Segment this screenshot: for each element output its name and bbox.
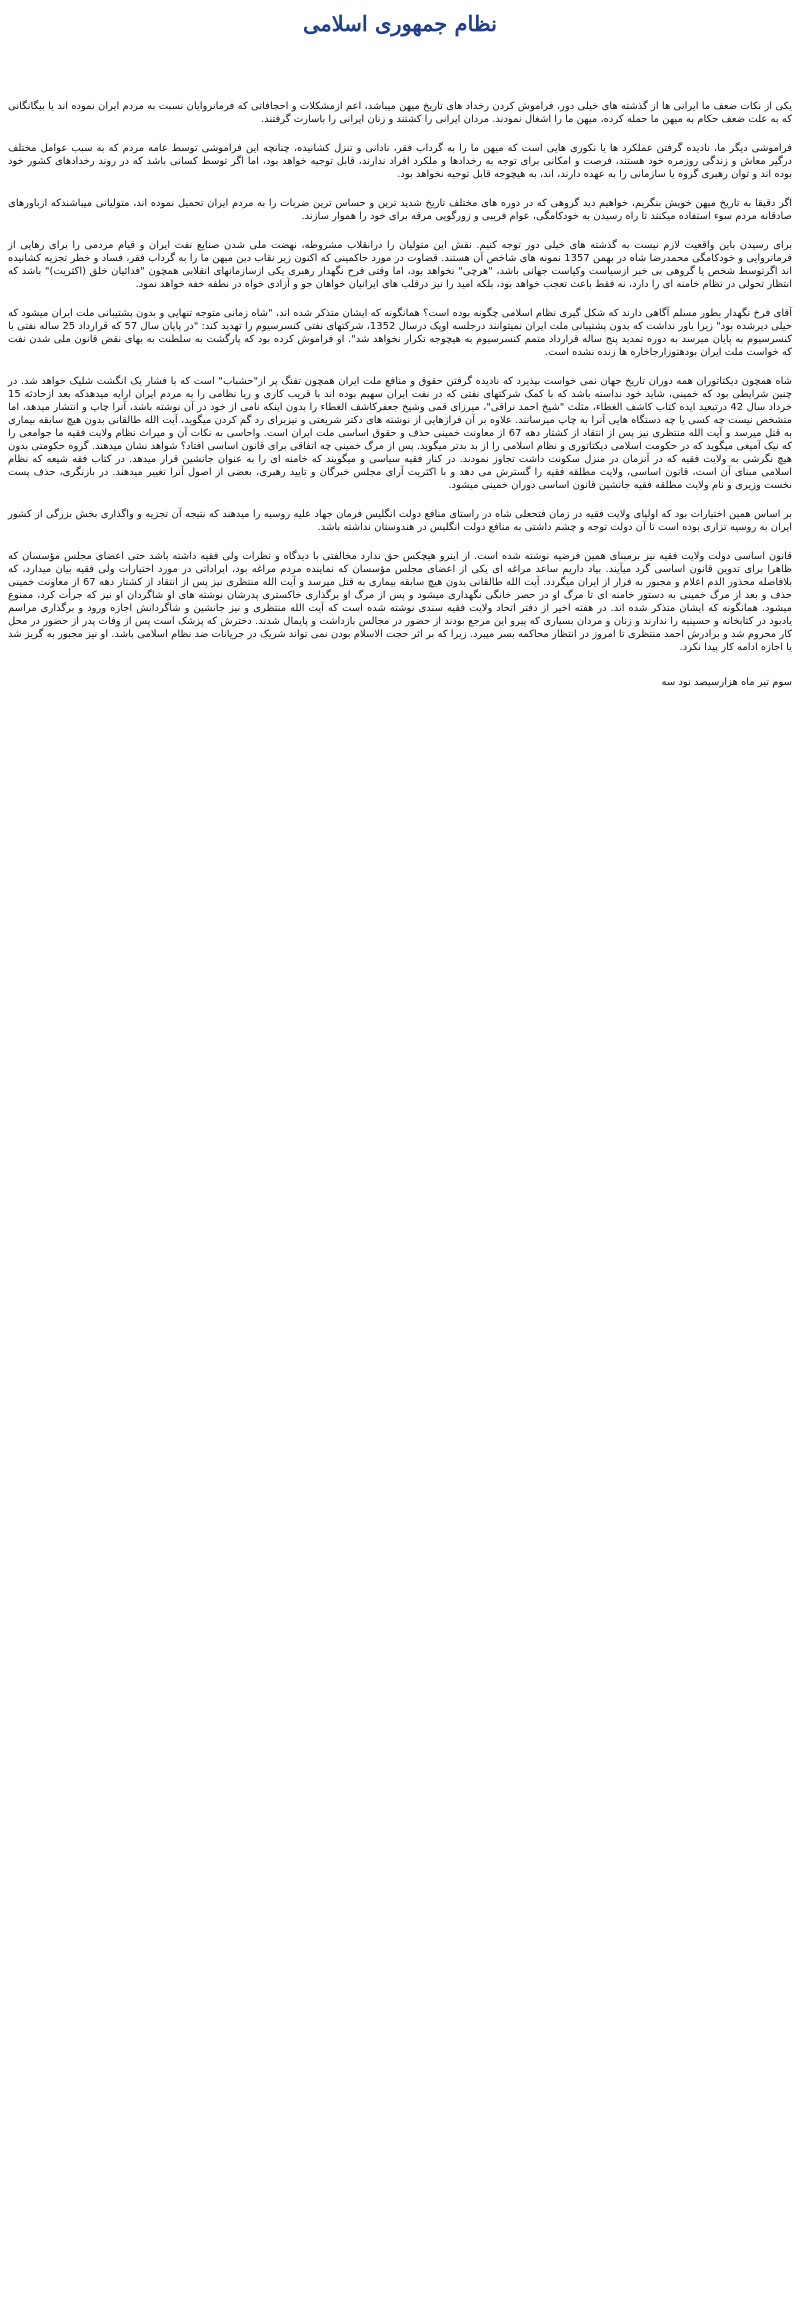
paragraph: یکی از نکات ضعف ما ایرانی ها از گذشته های خیلی دور، فراموش کردن رخداد های تاریخ میهن میباشد، اعم ازمشکلات و احجافاتی که فرمانروایان نسبت به مردم ایران نموده اند یا بیگانگانی که به علت ضعف حکام به میهن ما حمله کرده، میهن ما را اشغال نمودند. مردان ایرانی را کشتند و زنان ایرانی را باسارت گرفتند.: [8, 101, 792, 125]
paragraph: بر اساس همین اختیارات بود که اولیای ولایت فقیه در زمان فتحعلی شاه در راستای منافع دولت انگلیس فرمان جهاد علیه روسیه را میدهند که نتیجه آن تجزیه و واگذاری بخش بزرگی از کشور ایران به روسیه تزاری بوده است تا آن دولت توجه و چشم داشتی به منافع دولت انگلیس در هندوستان نداشته باشد.: [8, 509, 792, 533]
article-body: [8, 100, 792, 654]
paragraph: شاه همچون دیکتاتوران همه دوران تاریخ جهان نمی خواست بپذیرد که نادیده گرفتن حقوق و منافع ملت ایران همچون تفنگ پر از"حشباب" است که با فشار یک انگشت شلیک خواهد شد. در چنین شرایطی بود که خمینی، شاید خود نداسته باشد که با کمک شرکتهای نفتی که در نفت ایران سهیم بوده اند با قریب کاری و ریا نظامی را به مردم ایران ارایه میدهدکه بعد ازحادثه 15 خرداد سال 42 درتبعید ایده کتاب کاشف الغطاء، مثلث "شیخ احمد نراقی"، میرزای قمی وشیخ جعفرکاشف الغطاء را بدون اینکه نامی از خود در آن نوشته باشد، آنرا چاپ و انتشار میدهد، اما متشخص نیست چه کسی یا چه دستگاه هایی آنرا به چاپ میرسانند. علاوه بر آن فرازهایی از نوشته های دکتر شریعتی و نیزبرای رد گم کردن میگوید، آیت الله طالقانی بدون هیچ سابقه بیماری به قتل میرسد و آیت الله منتظری نیز پس از انتقاد از کشتار دهه 67 از معاونت خمینی حذف و حقوق اساسی ملت ایران است. واحاسی به نکات آن و میراث نظام ولایت فقیه ما جوامعی را که نیک آمیغی میگوید که در حکومت اسلامی دیکتاتوری و نظام اسلامی را از بد بدتر میگوید. پس از مرگ خمینی چه اتفاقی برای قانون اساسی افتاد؟ شواهد نشان میدهند. گروه حکومتی بدون هیچ نگرشی به ولایت فقیه که در آنزمان در منزل سکونت داشت تجاوز نمودند. در کنار فقیه سیاسی و میگویند که خامنه ای را به عنوان جانشین قرار میدهد. در کتاب فقه شیعه که نظام اسلامی مبنای آن است، قانون اساسی، ولایت مطلقه فقیه را گسترش می دهد و با اکثریت آرای مجلس خبرگان و تایید رهبری، بعضی از اصول آنرا تغییر میدهند. در بازنگری، حذف پست نخست وزیری و نام ولایت مطلقه فقیه جانشین قانون اساسی دوران خمینی میشود.: [8, 376, 792, 491]
paragraph: اگر دقیقا به تاریخ میهن خویش بنگریم، خواهیم دید گروهی که در دوره های مختلف تاریخ شدید ترین و حساس ترین ضربات را به مردم ایران تحمیل نموده اند، متولیانی میباشندکه ازباورهای صادقانه مردم سوء استفاده میکنند تا راه رسیدن به خودکامگی، عوام فریبی و زورگویی مرقه برای خود را هموار سازند.: [8, 198, 792, 222]
paragraph: آقای فرخ نگهدار بطور مسلم آگاهی دارند که شکل گیری نظام اسلامی چگونه بوده است؟ همانگونه که ایشان متذکر شده اند، "شاه زمانی متوجه تنهایی و بدون پشتیبانی ملت ایران میشود که خیلی دیرشده بود" زیرا باور نداشت که بدون پشتیبانی ملت ایران نمیتوانند درجلسه اوپک درسال 1352، شرکتهای نفتی کنسرسیوم را تهدید کند: "در پایان سال 57 که قرارداد 25 ساله نفتی با کنسرسیوم به پایان میرسد به دوره تمدید پنج ساله قرارداد متمم کنسرسیوم به هیچوجه تکرار نخواهد شد". او فراموش کرده بود که پارگشت به سلطنت به بهای نقض قانون ملی شدن نفت که خواست ملت ایران بودهتوزارجاخاره ها زنده نشده است.: [8, 308, 793, 358]
paragraph: برای رسیدن باین واقعیت لازم نیست به گذشته های خیلی دور توجه کنیم. نقش این متولیان را درانقلاب مشروطه، نهضت ملی شدن صنایع نفت ایران و قیام مردمی را برای رهایی از فرمانروایی و خودکامگی محمدرضا شاه در بهمن 1357 نمونه های شاخص آن هستند. قضاوت در مورد حاکمینی که اکنون زیر نقاب دین میهن ما را به گرداب فقر، فساد و خطر تجزیه کشانیده اند اگرتوسط شخص یا گروهی بی خبر ازسیاست وکیاست جهانی باشد، "هرچی" نخواهد بود، اما وقتی فرح نگهدار رهبری یکی ازسازمانهای انقلابی همچون "فدائیان خلق (اکثریت)" باشد که انتظار تحولی در نظام خامنه ای را دارد، نه فقط باعث تعجب خواهد بود، بلکه امید را نیز درقلب های ایرانیان خواهان جو و آزادی خواه در نطفه خفه خواهد نمود.: [8, 240, 792, 290]
page: [0, 0, 800, 689]
paragraph: فراموشی دیگر ما، نادیده گرفتن عملکرد ها یا نکوری هایی است که میهن ما را به گرداب فقر، نادانی و تنزل کشانیده، چنانچه این فراموشی توسط عامه مردم که به سبب عوامل مختلف درگیر معاش و زندگی روزمره خود هستند، فرصت و امکانی برای توجه به رخدادها و ملکرد افراد ندارند، قابل توجیه خواهد بود، اما اگر توسط کسانی باشد که در روند رخدادهای کشور خود بوده اند و توان رهبری گروه یا سازمانی را به عهده دارند، اند، به هیچوجه قابل توجیه نخواهد بود.: [8, 143, 792, 180]
page-title: نظام جمهوری اسلامی: [302, 11, 498, 36]
paragraph: قانون اساسی دولت ولایت فقیه نیز برمبنای همین فرضیه نوشته شده است. از اینرو هیچکس حق ندارد مخالفتی با دیدگاه و نظرات ولی فقیه داشته باشد حتی اعضای مجلس مؤسسان که ظاهرا برای تدوین قانون اساسی گرد میآیند. بیاد داریم ساعد مراغه ای یکی از اعضای مجلس مؤسسان که نماینده مردم مراغه بود، ایراداتی در مورد اختیارات ولی فقیه بیان میدارد، که بلافاصله محذور الدم اعلام و مجبور به فرار از ایران میگردد. آیت الله طالقانی بدون هیچ سابقه بیماری به قتل میرسد و آیت الله منتظری نیز پس از انتقاد از کشتار دهه 67 از معاونت خمینی حذف و بعد از مرگ خمینی به دستور خامنه ای تا مرگ او در حصر خانگی نگهداری میشود و پس از مرگ او برگذاری خاکستری پدرشان نوشته های او شاگردان او نیز که جرأت کرد، ممنوع میشود. همانگونه که ایشان متذکر شده اند. در هفته اخیر از دفتر اتحاد ولایت فقیه سندی نوشته شده است که آیت الله منتظری و نیز جانشین و شاگردانش اجازه ورود و برگذاری مراسم یادبود در کتابخانه و حسینیه را ندارند و زنان و مردان بسیاری که پیرو این مرجع بودند از حضور در مجالس بازداشت و پایمال شدند. دخترش که پزشک است پس از وفات پدر از حضور در محل کار محروم شد و برادرش احمد منتظری تا امروز در انتظار محاکمه بسر میبرد. زیرا که بر اثر حجت الاسلام بودن نمی تواند شریک در جریانات ضد نظام اسلامی باشد. او نیز مجبور به گریز شد یا اجازه ادامه کار پیدا نکرد.: [8, 551, 792, 653]
closing-date: سوم تیر ماه هزارسیصد نود سه: [661, 677, 792, 688]
